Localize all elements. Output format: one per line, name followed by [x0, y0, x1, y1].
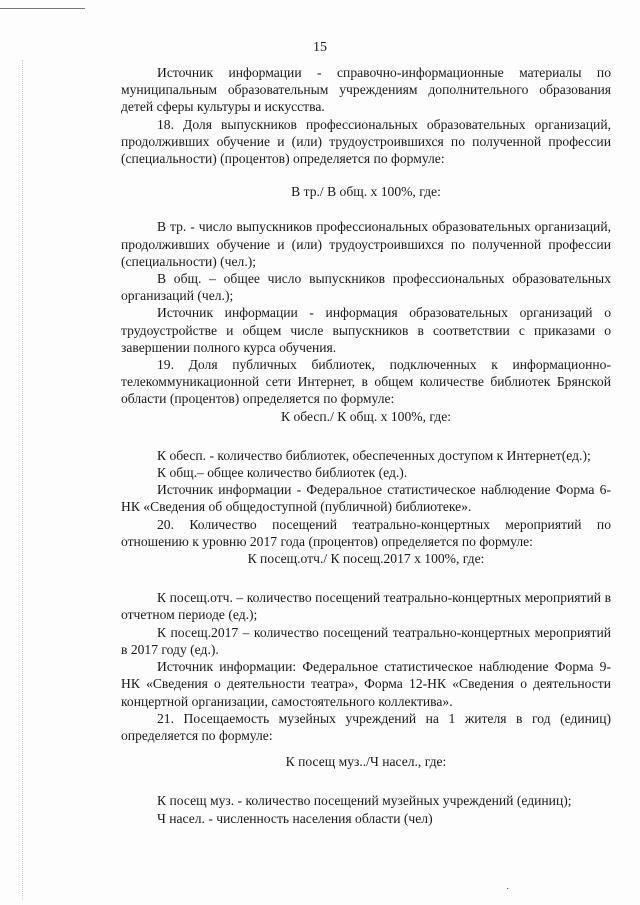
formula-item-18: В тр./ В общ. х 100%, где:: [291, 184, 441, 200]
definition-k-obesp: К обесп. - количество библиотек, обеспеченных доступом к Интернет(ед.);: [157, 447, 591, 463]
source-info-item-19: Источник информации - Федеральное статистическое наблюдение Форма 6-НК «Сведения об общедоступной (публичной) библиотеке».: [121, 482, 611, 515]
top-rule: [0, 8, 85, 9]
page-number: 15: [313, 40, 327, 55]
definition-k-poseshch-muz: К посещ муз. - количество посещений музейных учреждений (единиц);: [157, 793, 572, 809]
definition-k-poseshch-2017: К посещ.2017 – количество посещений театрально-концертных мероприятий в 2017 году (ед.).: [121, 624, 611, 657]
formula-item-20: К посещ.отч./ К посещ.2017 х 100%, где:: [247, 551, 485, 567]
definition-k-poseshch-otch: К посещ.отч. – количество посещений театрально-концертных мероприятий в отчетном периоде (ед.);: [121, 590, 611, 623]
item-21-paragraph: 21. Посещаемость музейных учреждений на 1 жителя в год (единиц) определяется по формуле:: [121, 710, 611, 743]
item-19-paragraph: 19. Доля публичных библиотек, подключенных к информационно-телекоммуникационной сети Интернет, в общем количестве библиотек Брянской области (процентов) определяется по формуле:: [121, 357, 611, 407]
document-body: [121, 64, 611, 827]
formula-item-19: К обесп./ К общ. х 100%, где:: [280, 408, 452, 424]
definition-ch-nasel: Ч насел. - численность населения области (чел): [157, 810, 433, 826]
item-20-paragraph: 20. Количество посещений театрально-концертных мероприятий по отношению к уровню 2017 года (процентов) определяется по формуле:: [121, 516, 611, 549]
item-18-paragraph: 18. Доля выпускников профессиональных образовательных организаций, продолживших обучение и (или) трудоустроившихся по полученной профессии (специальности) (процентов) определяется по формуле:: [121, 116, 611, 167]
source-info-paragraph: Источник информации - справочно-информационные материалы по муниципальным образовательным учреждениям дополнительного образования детей сферы культуры и искусства.: [121, 65, 611, 115]
definition-v-obshch: В общ. – общее число выпускников профессиональных образовательных организаций (чел.);: [121, 271, 611, 304]
scan-margin-marks: [22, 60, 23, 900]
definition-k-obshch: К общ.– общее количество библиотек (ед.).: [157, 465, 408, 481]
source-info-item-20: Источник информации: Федеральное статистическое наблюдение Форма 9-НК «Сведения о деятельности театра», Форма 12-НК «Сведения о деятельности концертной организации, самостоятельного коллектива».: [121, 659, 611, 709]
formula-item-21: К посещ муз../Ч насел., где:: [285, 754, 447, 770]
source-info-item-18: Источник информации - информация образовательных организаций о трудоустройстве и общем числе выпускников в соответствии с приказами о завершении полного курса обучения.: [121, 305, 611, 355]
definition-v-tr: В тр. - число выпускников профессиональных образовательных организаций, продолживших обучение и (или) трудоустроившихся по полученной профессии (специальности) (чел.);: [121, 219, 611, 269]
scan-speck: ˙: [506, 887, 510, 898]
